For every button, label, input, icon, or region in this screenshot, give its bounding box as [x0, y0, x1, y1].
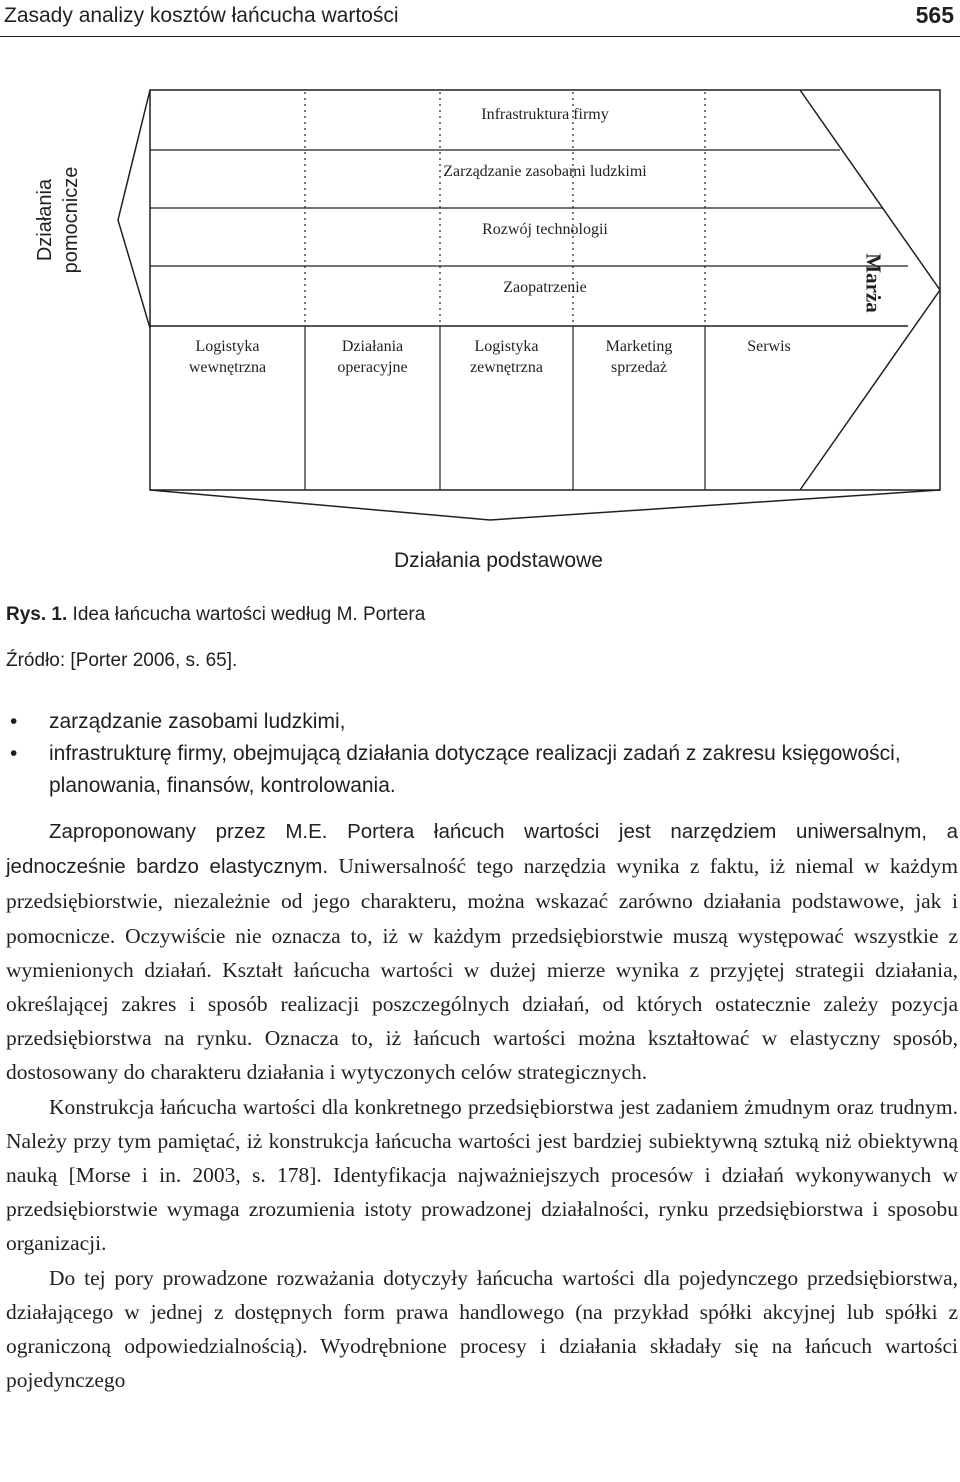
list-item: • zarządzanie zasobami ludzkimi, [10, 710, 346, 733]
figure-source: Źródło: [Porter 2006, s. 65]. [6, 650, 238, 671]
primary-activities-label: Działania podstawowe [394, 549, 603, 572]
paragraph: Konstrukcja łańcucha wartości dla konkretnego przedsiębiorstwa jest zadaniem żmudnym oraz trudnym. Należy przy tym pamiętać, iż konstrukcja łańcucha wartości jest bardziej subiektywną sztuką niż obiektywną nauką [Morse i in. 2003, s. 178]. Identyfikacja najważniejszych procesów i działań wykonywanych w przedsiębiorstwie wymaga zrozumienia istoty prowadzonej działalności, rynku przedsiębiorstwa i sposobu organizacji. [6, 1094, 958, 1256]
page-header [0, 0, 960, 37]
value-chain-diagram [0, 80, 960, 540]
paragraph: Zaproponowany przez M.E. Portera łańcuch wartości jest narzędziem uniwersalnym, a jednocześnie bardzo elastycznym. Uniwersalność tego narzędzia wynika z faktu, iż niemal w każdym przedsiębiorstwie, niezależnie od jego charakteru, można wskazać zarówno działania podstawowe, jak i pomocnicze. Oczywiście nie oznacza to, iż w każdym przedsiębiorstwie muszą występować wszystkie z wymienionych działań. Kształt łańcucha wartości w dużej mierze wynika z przyjętej strategii działania, określającej zakres i sposób realizacji poszczególnych działań, od których ostatecznie zależy pozycja przedsiębiorstwa na rynku. Oznacza to, iż łańcuch wartości można kształtować w elastyczny sposób, dostosowany do charakteru działania i wytyczonych celów strategicznych. [6, 820, 958, 1085]
primary-col-operations: Działania operacyjne [337, 338, 408, 376]
support-row-procurement: Zaopatrzenie [503, 279, 587, 296]
primary-bracket [150, 490, 940, 520]
list-item: • infrastrukturę firmy, obejmującą działania dotyczące realizacji zadań z zakresu księgowości, planowania, finansów, kontrolowania. [10, 742, 901, 797]
support-label-line1: Działania [34, 178, 56, 262]
primary-col-service: Serwis [747, 338, 791, 355]
primary-col-inbound: Logistyka wewnętrzna [188, 338, 267, 376]
support-label-line2: pomocnicze [60, 166, 82, 274]
figure-caption [6, 604, 425, 626]
body-text [6, 814, 958, 1397]
bullet-list [6, 706, 956, 802]
support-row-technology: Rozwój technologii [482, 221, 608, 238]
running-title: Zasady analizy kosztów łańcucha wartości [4, 4, 399, 27]
primary-col-outbound: Logistyka zewnętrzna [470, 338, 543, 376]
value-chain-figure: Działania pomocnicze Infrastruktura firmy Zarządzanie zasobami ludzkimi Rozwój technologii Zaopatrzenie Logistyka wewnętrzna Działania operacyjne Logistyka zewnętrzna Marketing sprzedaż Serwis Marża [0, 80, 960, 540]
support-row-hr: Zarządzanie zasobami ludzkimi [443, 163, 647, 180]
caption-text: Idea łańcucha wartości według M. Portera [67, 604, 426, 625]
caption-label: Rys. 1. [6, 604, 68, 625]
paragraph: Do tej pory prowadzone rozważania dotyczyły łańcucha wartości dla pojedynczego przedsiębiorstwa, działającego w jednej z dostępnych form prawa handlowego (na przykład spółki akcyjnej lub spółki z ograniczoną odpowiedzialnością). Wyodrębnione procesy i działania składały się na łańcuch wartości pojedynczego [6, 1265, 958, 1393]
support-bracket [118, 90, 150, 328]
page-number: 565 [915, 2, 954, 28]
support-row-infrastructure: Infrastruktura firmy [481, 106, 609, 123]
primary-col-marketing: Marketing sprzedaż [605, 338, 673, 376]
